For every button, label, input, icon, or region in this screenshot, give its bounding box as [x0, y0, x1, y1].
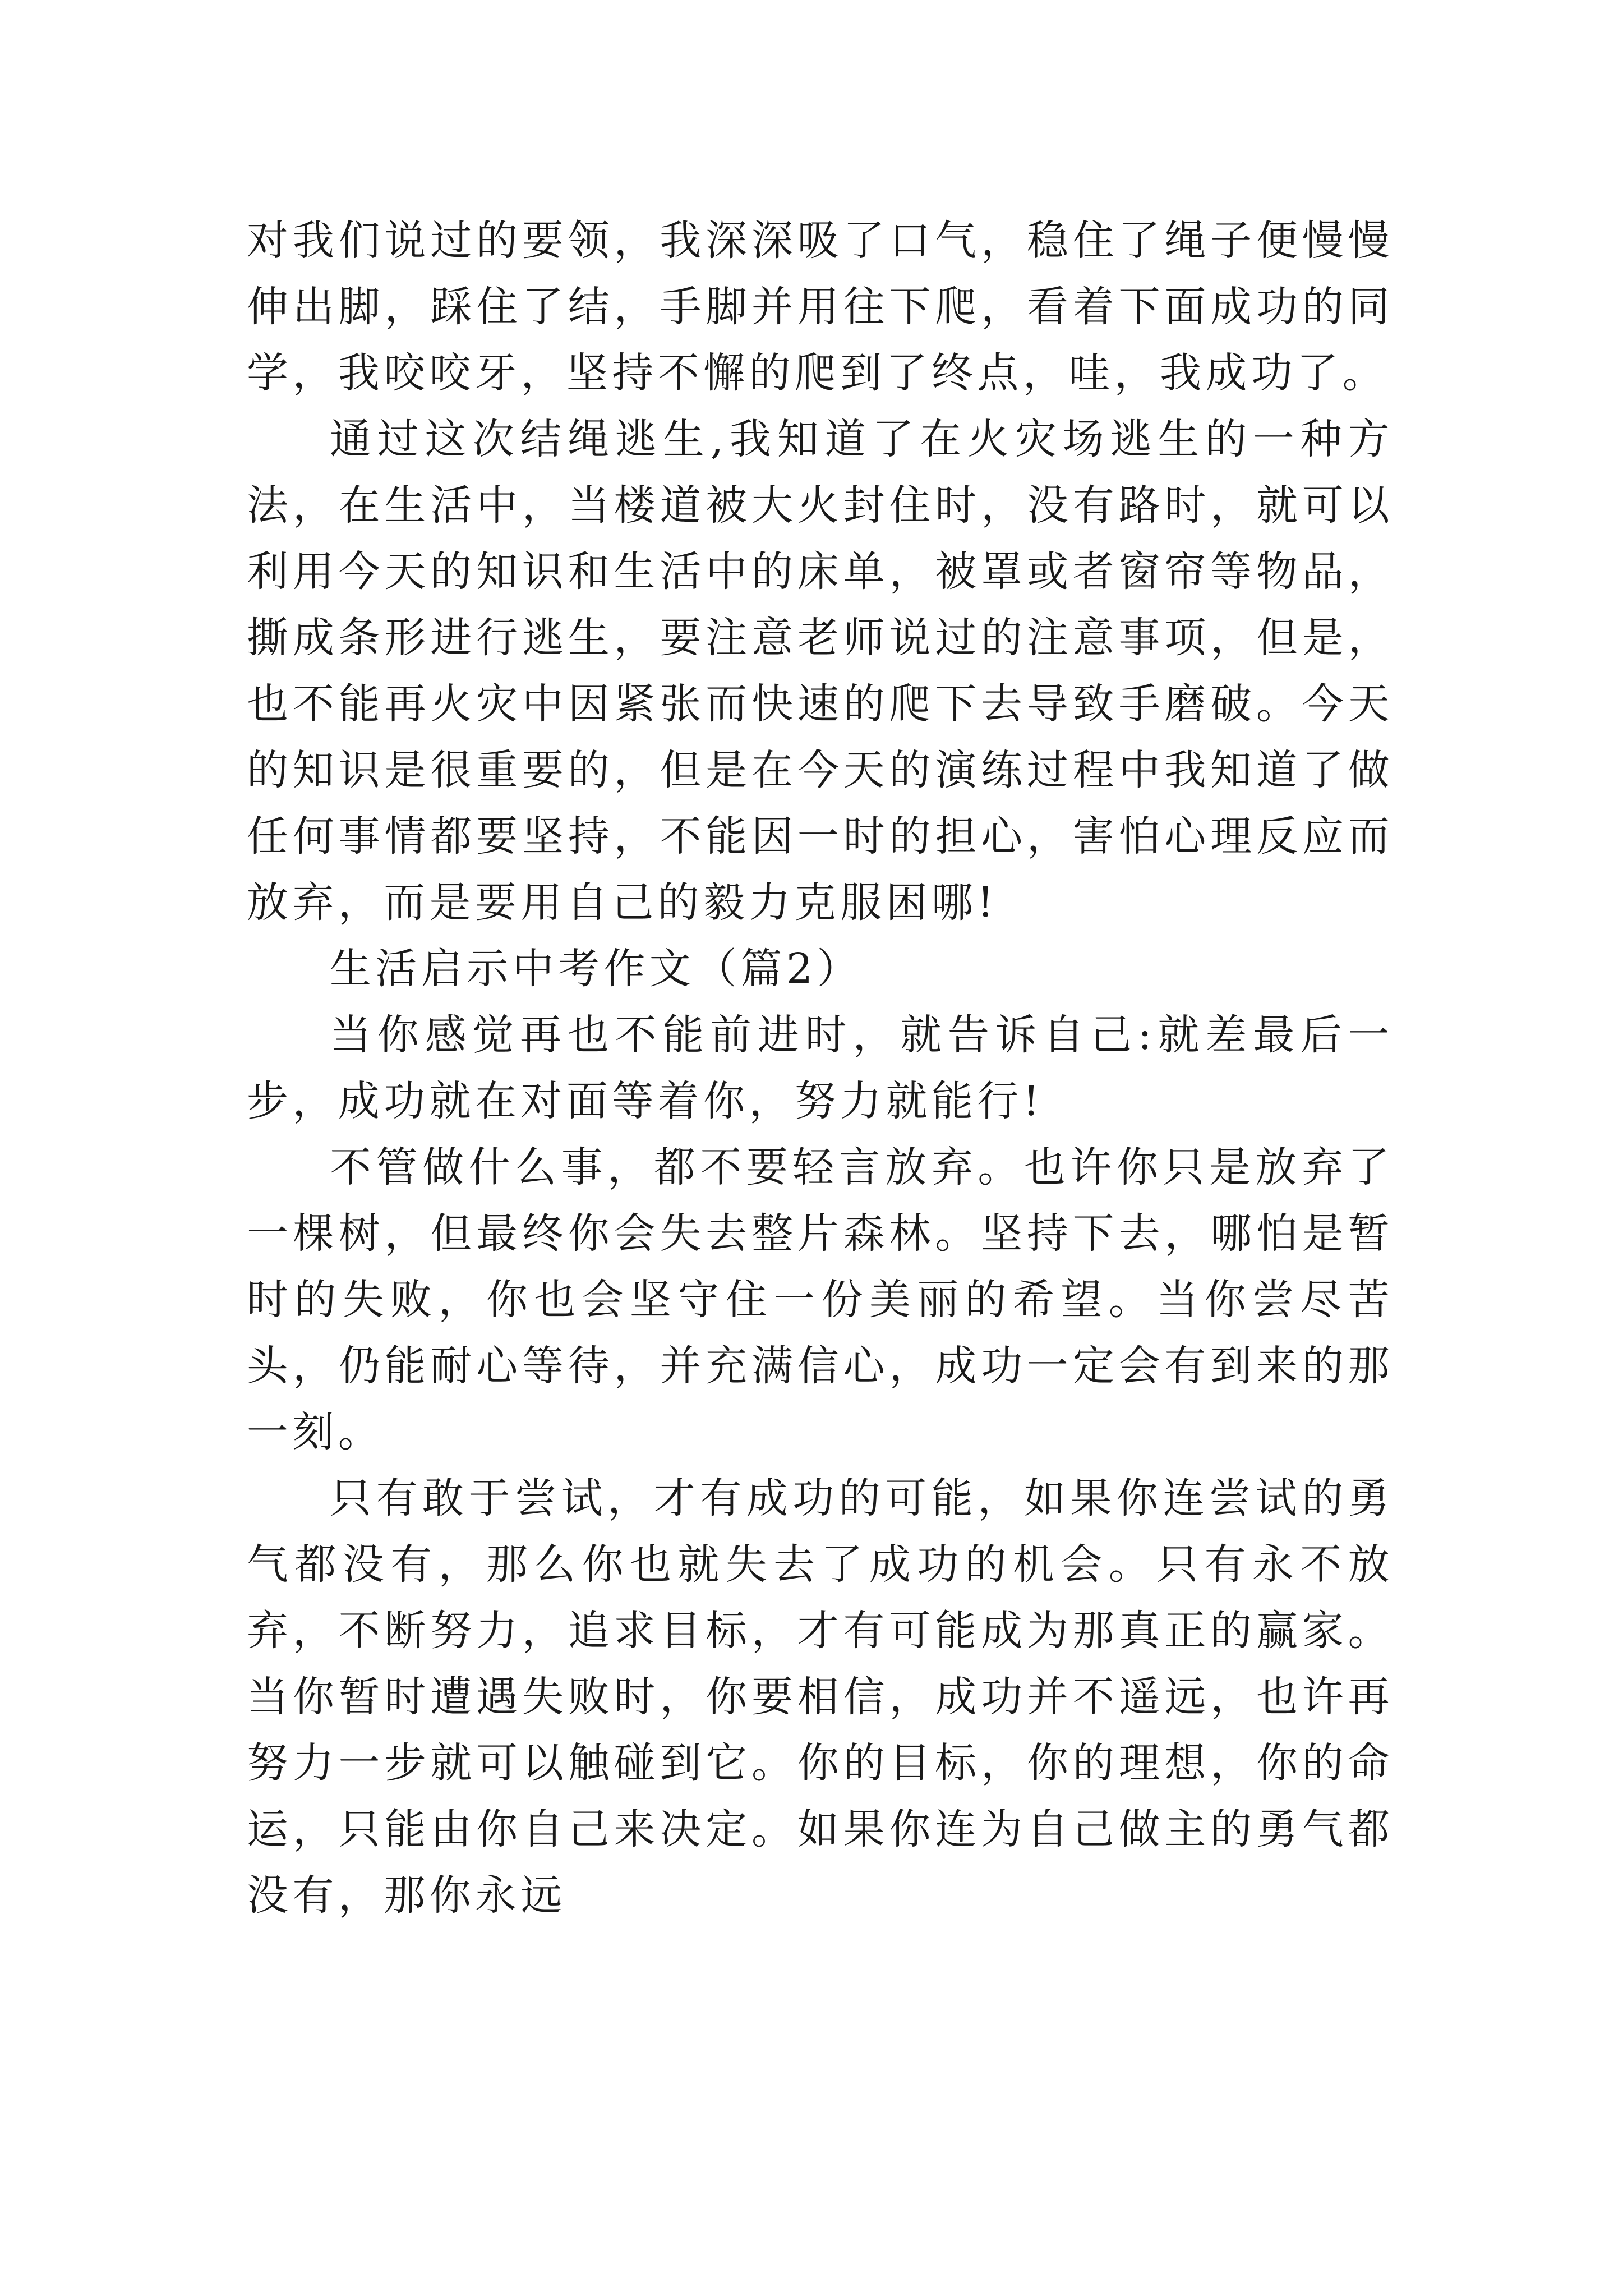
paragraph-dare-to-try: 只有敢于尝试，才有成功的可能，如果你连尝试的勇气都没有，那么你也就失去了成功的机会。只有永不放弃，不断努力，追求目标，才有可能成为那真正的赢家。当你暂时遭遇失败时，你要相信，成功并不遥远，也许再努力一步就可以触碰到它。你的目标，你的理想，你的命运，只能由你自己来决定。如果你连为自己做主的勇气都没有，那你永远: [247, 1474, 1394, 1920]
document-body: [247, 208, 1394, 1929]
paragraph-continued-rope-escape: 对我们说过的要领，我深深吸了口气，稳住了绳子便慢慢伸出脚，踩住了结，手脚并用往下爬，看着下面成功的同学，我咬咬牙，坚持不懈的爬到了终点，哇，我成功了。: [247, 217, 1394, 397]
paragraph-fire-escape-lesson: 通过这次结绳逃生,我知道了在火灾场逃生的一种方法，在生活中，当楼道被大火封住时，没有路时，就可以利用今天的知识和生活中的床单，被罩或者窗帘等物品，撕成条形进行逃生，要注意老师说过的注意事项，但是，也不能再火灾中因紧张而快速的爬下去导致手磨破。今天的知识是很重要的，但是在今天的演练过程中我知道了做任何事情都要坚持，不能因一时的担心，害怕心理反应而放弃，而是要用自己的毅力克服困哪!: [247, 415, 1394, 927]
paragraph-never-give-up: 不管做什么事，都不要轻言放弃。也许你只是放弃了一棵树，但最终你会失去整片森林。坚持下去，哪怕是暂时的失败，你也会坚守住一份美丽的希望。当你尝尽苦头，仍能耐心等待，并充满信心，成功一定会有到来的那一刻。: [247, 1143, 1394, 1456]
section-heading: 生活启示中考作文（篇2）: [330, 945, 863, 993]
paragraph-one-more-step: 当你感觉再也不能前进时，就告诉自己:就差最后一步，成功就在对面等着你，努力就能行!: [247, 1011, 1394, 1125]
